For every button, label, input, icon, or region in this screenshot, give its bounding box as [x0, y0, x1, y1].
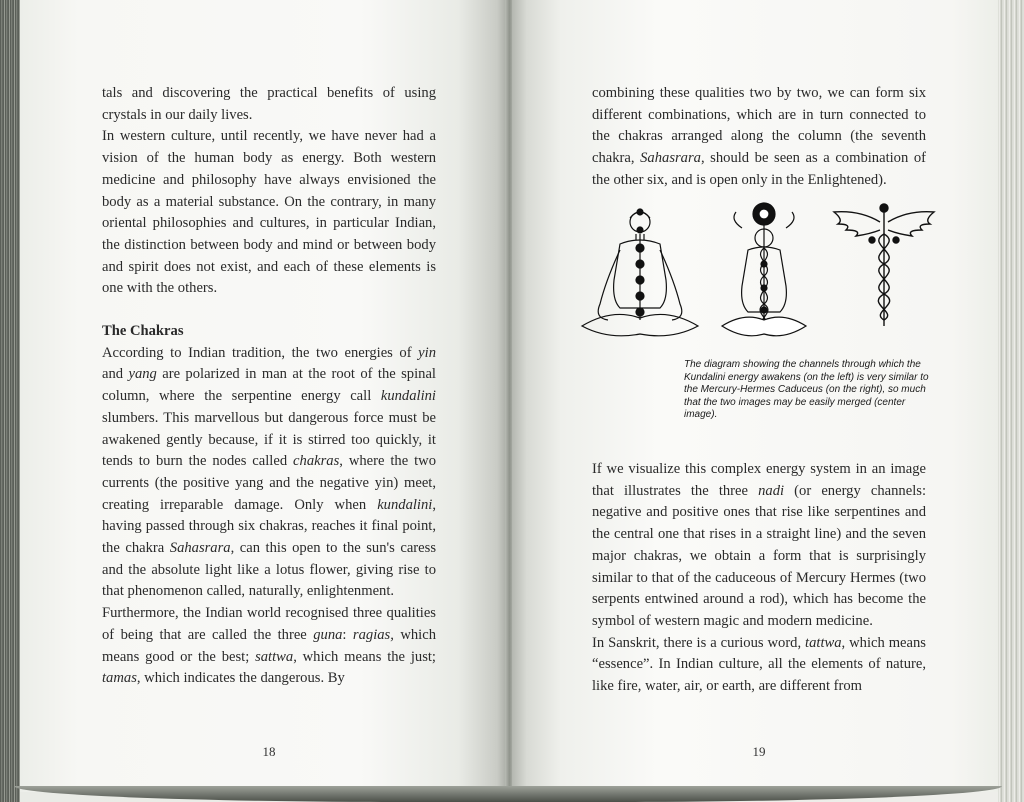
figure-caption: The diagram showing the channels through which the Kundalini energy awakens (on the left) is very similar to the Mercury-Hermes Caduceus (on the right), so much that the two images may be easily merged (center image).: [684, 359, 929, 420]
page-number-right: 19: [752, 744, 766, 759]
book-bottom-edge: [14, 786, 1002, 802]
left-paragraph-3: According to Indian tradition, the two energies of yin and yang are polarized in man at the root of the spinal column, where the serpentine energy call kundalini slumbers. This marvellous but dangerous force must be awakened gently because, if it is stirred too quickly, it tends to burn the nodes called chakras, where the two currents (the positive yang and the negative yin) meet, creating irreparable damage. Only when kundalini, having passed through six chakras, reaches it final point, the chakra Sahasrara, can this open to the sun's caress and the absolute light like a lotus flower, giving rise to that phenomenon called, naturally, enlightenment.: [102, 344, 436, 600]
caduceus-icon: [834, 204, 934, 326]
right-page-bottom-text: [592, 459, 926, 698]
book-right-edge: [998, 0, 1024, 802]
right-paragraph-2: If we visualize this complex energy system in an image that illustrates the three nadi (or energy channels: negative and positive ones that rise like serpentines and the central one that rises in a straight line) and the seven major chakras, we obtain a form that is surprisingly similar to that of the caduceous of Mercury Hermes (two serpents entwined around a rod), which has become the symbol of western magic and modern medicine.: [592, 461, 926, 629]
left-page: [20, 0, 507, 792]
page-number-left: 18: [262, 744, 276, 759]
right-page-top-text: [592, 83, 926, 192]
section-heading-chakras: The Chakras: [102, 323, 184, 340]
book-left-edge: [0, 0, 20, 802]
left-paragraph-1: tals and discovering the practical benefits of using crystals in our daily lives.: [102, 85, 436, 123]
left-paragraph-2: In western culture, until recently, we have never had a vision of the human body as energy. Both western medicine and philosophy have always envisioned the body as a material substance. On the contrary, in many oriental philosophies and cultures, in particular Indian, the distinction between body and mind or between body and spirit does not exist, and each of these elements is one with the others.: [102, 128, 436, 297]
chakra-caduceus-illustration: [572, 200, 942, 350]
right-paragraph-1: combining these qualities two by two, we can form six different combinations, which are in turn connected to the chakras arranged along the column (the seventh chakra, Sahasrara, should be seen as a combination of the other six, and is open only in the Enlightened).: [592, 85, 927, 188]
right-paragraph-3: In Sanskrit, there is a curious word, tattwa, which means “essence”. In Indian culture, all the elements of nature, like fire, water, air, or earth, are different from: [592, 634, 926, 695]
kundalini-merged-figure: [722, 203, 806, 336]
left-paragraph-4: Furthermore, the Indian world recognised three qualities of being that are called the three guna: ragias, which means good or the best; sattwa, which means the just; tamas, which indicates the dangerous. By: [102, 605, 436, 687]
right-page: [512, 0, 1000, 792]
meditating-figure-chakras: [582, 209, 698, 336]
left-page-body: [102, 83, 436, 690]
